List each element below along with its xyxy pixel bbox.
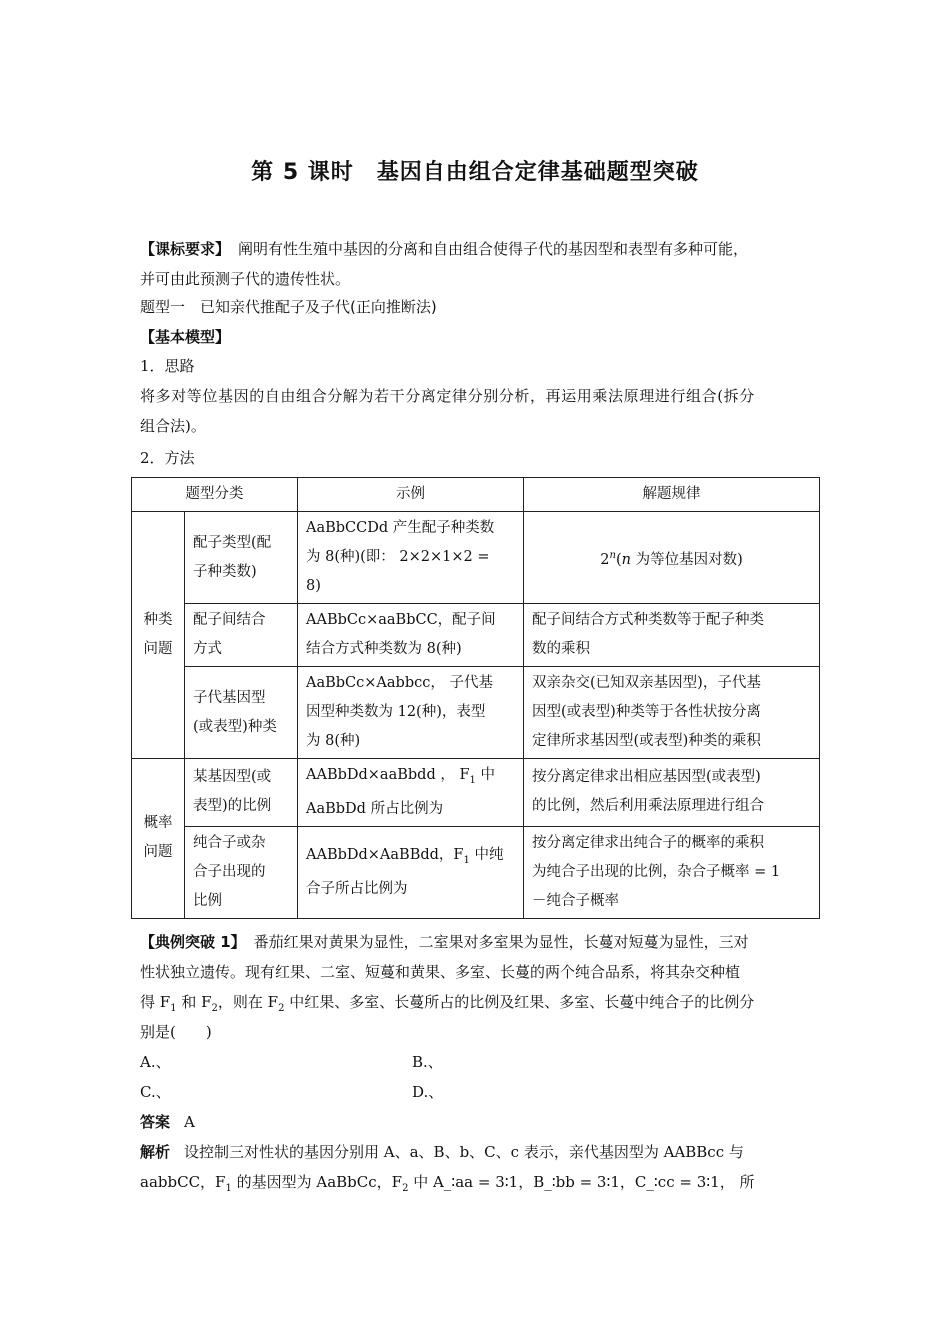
answer-line: [140, 1107, 195, 1137]
example-text: 中纯: [469, 846, 504, 863]
requirement-text: 阐明有性生殖中基因的分离和自由组合使得子代的基因型和表型有多种可能，: [238, 240, 749, 258]
example1-text: 得 F: [140, 993, 171, 1011]
section2-heading: 2．方法: [140, 449, 195, 467]
example1-line2: 性状独立遗传。现有红果、二室、短蔓和黄果、多室、长蔓的两个纯合品系，将其杂交种植: [140, 963, 741, 981]
example1-label: 【典例突破 1】: [140, 933, 246, 951]
rule-text: 双亲杂交(已知双亲基因型)，子代基: [532, 675, 761, 691]
analysis-text: aabbCC，F: [140, 1173, 226, 1191]
rule-text: 因型(或表型)种类等于各性状按分离: [532, 704, 761, 720]
rule-text: 2: [600, 551, 610, 568]
subscript: 1: [463, 854, 470, 866]
subtype-cell: [185, 667, 298, 759]
example1-text: ，则在 F: [217, 993, 279, 1011]
example-text: AABbDd×AaBBdd，F: [306, 846, 464, 863]
rule-text: 按分离定律求出相应基因型(或表型): [532, 769, 761, 786]
example-text: AaBbDd 所占比例为: [306, 800, 444, 817]
example-text: [306, 841, 515, 875]
rule-text: 为纯合子出现的比例，杂合子概率 = 1: [532, 863, 781, 880]
rule-cell: [524, 826, 820, 918]
example-cell: [298, 667, 524, 759]
table-row: [132, 667, 820, 759]
analysis-text: 设控制三对性状的基因分别用 A、a、B、b、C、c 表示，亲代基因型为 AABBcc 与: [184, 1143, 744, 1161]
subtype-cell: [185, 826, 298, 918]
rule-text: －纯合子概率: [532, 892, 619, 909]
requirement-label: 【课标要求】: [140, 240, 231, 258]
option-b: B.、: [412, 1053, 443, 1071]
subtype-text: 配子类型(配: [193, 534, 272, 551]
group-cell-probability: [132, 759, 185, 919]
answer-value: A: [184, 1113, 195, 1131]
subtype-text: 纯合子或杂: [193, 834, 266, 851]
example1-line4: 别是( ): [140, 1023, 212, 1041]
rule-cell: [524, 667, 820, 759]
group-label: 问题: [143, 844, 173, 861]
subscript: 1: [170, 1003, 177, 1014]
rule-text: 按分离定律求出纯合子的概率的乘积: [532, 834, 764, 851]
analysis-text: 中 A_∶aa = 3∶1，B_∶bb = 3∶1，C_∶cc = 3∶1， 所: [408, 1173, 755, 1191]
example-cell: [298, 604, 524, 667]
subtype-text: 某基因型(或: [193, 769, 272, 786]
answer-label: 答案: [140, 1113, 171, 1131]
subscript: 2: [402, 1183, 409, 1194]
example-cell: [298, 826, 524, 918]
rule-text: 配子间结合方式种类数等于配子种类: [532, 612, 764, 628]
page-title: 第 5 课时 基因自由组合定律基础题型突破: [251, 160, 699, 185]
analysis-line1: [140, 1137, 744, 1167]
subtype-text: 子代基因型: [193, 689, 266, 706]
example1-line1: [140, 927, 749, 957]
option-d: D.、: [412, 1083, 444, 1101]
subtype-cell: [185, 759, 298, 827]
section1-heading: 1．思路: [140, 357, 195, 375]
example-text: 8): [306, 578, 321, 594]
example-text: [306, 761, 515, 795]
table-header-cell: 题型分类: [132, 478, 298, 512]
rule-variable: n: [621, 551, 631, 568]
subscript: 1: [469, 774, 476, 786]
group-cell-kind: [132, 512, 185, 759]
subscript: 1: [225, 1183, 232, 1194]
table-header-row: [132, 478, 820, 512]
example-cell: [298, 512, 524, 604]
basic-model-heading: 【基本模型】: [140, 328, 231, 346]
subtype-text: (或表型)种类: [193, 718, 277, 735]
example-text: 为 8(种)(即： 2×2×1×2 =: [306, 549, 490, 565]
example1-text: 番茄红果对黄果为显性，二室果对多室果为显性，长蔓对短蔓为显性，三对: [253, 933, 749, 951]
table-header-cell: 解题规律: [524, 478, 820, 512]
table-header-cell: 示例: [298, 478, 524, 512]
rule-cell: 2$^n$(n 为等位基因对数): [524, 512, 820, 604]
example-text: 为 8(种): [306, 733, 361, 749]
example-text: AaBbCCDd 产生配子种类数: [306, 520, 495, 536]
rule-cell: [524, 759, 820, 827]
method-table: [131, 477, 820, 919]
example1-line3: [140, 987, 754, 1024]
example1-text: 中红果、多室、长蔓所占的比例及红果、多室、长蔓中纯合子的比例分: [284, 993, 755, 1011]
rule-text: 为等位基因对数): [630, 551, 743, 568]
option-a: A.、: [140, 1053, 171, 1071]
example-text: AABbCc×aaBbCC，配子间: [306, 612, 496, 628]
requirement-line1: [140, 234, 748, 264]
subtype-text: 表型)的比例: [193, 798, 272, 815]
table-row: [132, 826, 820, 918]
option-c: C.、: [140, 1083, 171, 1101]
subtype-cell: [185, 604, 298, 667]
example-text: 结合方式种类数为 8(种): [306, 641, 462, 657]
subtype-text: 方式: [193, 641, 222, 657]
subtype-text: 配子间结合: [193, 612, 266, 628]
subtype-cell: [185, 512, 298, 604]
subscript: 2: [211, 1003, 218, 1014]
example-text: AABbDd×aaBbdd ， F: [306, 767, 470, 783]
section1-line1: 将多对等位基因的自由组合分解为若干分离定律分别分析，再运用乘法原理进行组合(拆分: [140, 387, 755, 405]
analysis-label: 解析: [140, 1143, 171, 1161]
group-label: 种类: [143, 612, 173, 628]
subscript: 2: [278, 1003, 285, 1014]
subtype-text: 比例: [193, 892, 222, 909]
example-text: AaBbCc×Aabbcc， 子代基: [306, 675, 493, 691]
analysis-text: 的基因型为 AaBbCc，F: [231, 1173, 403, 1191]
example-cell: [298, 759, 524, 827]
rule-exponent: n: [609, 549, 616, 561]
example-text: 中: [475, 767, 495, 783]
example1-text: 和 F: [176, 993, 212, 1011]
group-label: 问题: [143, 641, 173, 657]
subtype-text: 子种类数): [193, 563, 257, 580]
group-label: 概率: [143, 815, 173, 832]
example-text: 因型种类数为 12(种)，表型: [306, 704, 486, 720]
table-row: [132, 604, 820, 667]
rule-text: 数的乘积: [532, 641, 590, 657]
table-row: [132, 512, 820, 604]
section1-line2: 组合法)。: [140, 417, 206, 435]
analysis-line2: [140, 1167, 754, 1204]
requirement-line2: 并可由此预测子代的遗传性状。: [140, 270, 351, 288]
table-row: [132, 759, 820, 827]
example-text: 合子所占比例为: [306, 880, 408, 897]
rule-cell: [524, 604, 820, 667]
type1-heading: 题型一 已知亲代推配子及子代(正向推断法): [140, 298, 437, 316]
rule-text: 的比例，然后利用乘法原理进行组合: [532, 798, 764, 815]
rule-text: 定律所求基因型(或表型)种类的乘积: [532, 733, 761, 749]
subtype-text: 合子出现的: [193, 863, 266, 880]
